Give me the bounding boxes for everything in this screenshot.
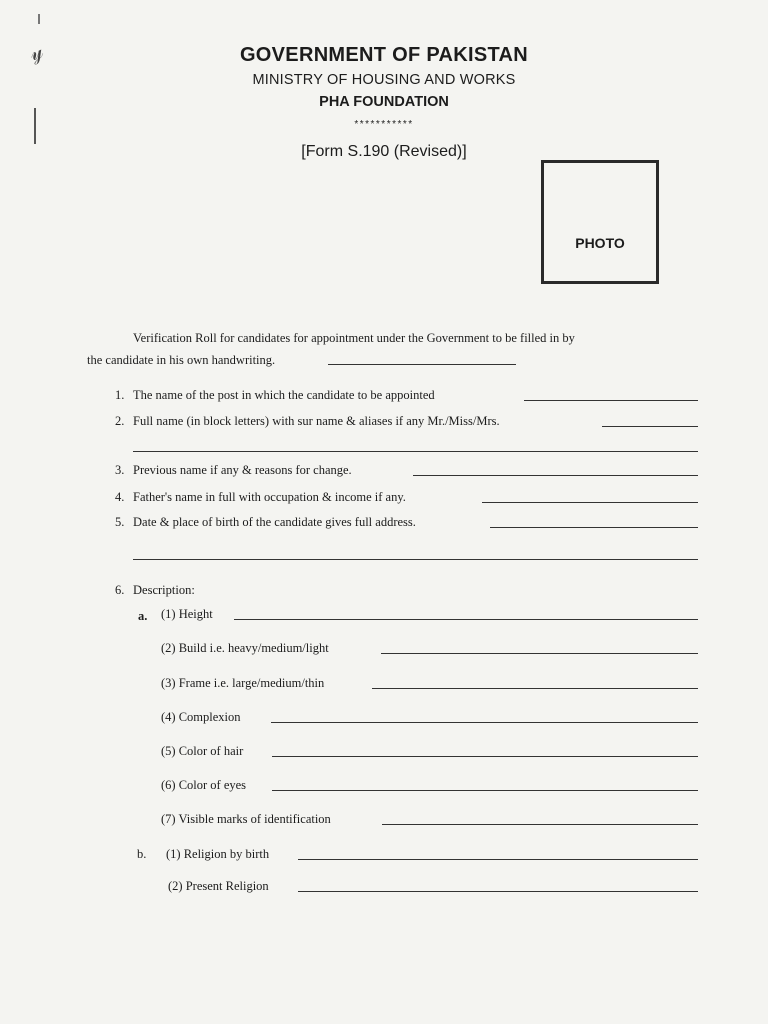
item-5-number: 5. xyxy=(115,515,125,529)
header-ministry: MINISTRY OF HOUSING AND WORKS xyxy=(252,72,516,88)
identification-marks-field[interactable] xyxy=(382,824,698,825)
item-2-number: 2. xyxy=(115,414,125,428)
form-reference: [Form S.190 (Revised)] xyxy=(301,143,467,160)
previous-name-field[interactable] xyxy=(413,475,698,476)
margin-handwriting: 𝓎 xyxy=(26,38,47,67)
eye-color-label: (6) Color of eyes xyxy=(161,778,247,792)
photo-box xyxy=(541,160,659,284)
header-government: GOVERNMENT OF PAKISTAN xyxy=(239,44,529,66)
religion-present-label: (2) Present Religion xyxy=(168,879,269,893)
header-separator: *********** xyxy=(354,119,414,130)
height-field[interactable] xyxy=(234,619,698,620)
build-label: (2) Build i.e. heavy/medium/light xyxy=(161,641,329,655)
header-foundation: PHA FOUNDATION xyxy=(319,94,449,110)
complexion-label: (4) Complexion xyxy=(161,710,241,724)
frame-field[interactable] xyxy=(372,688,698,689)
item-5-label: Date & place of birth of the candidate gives full address. xyxy=(133,515,416,529)
build-field[interactable] xyxy=(381,653,698,654)
intro-line-2: the candidate in his own handwriting. xyxy=(87,353,276,367)
birth-details-field-continued[interactable] xyxy=(133,559,698,560)
item-3-number: 3. xyxy=(115,463,125,477)
full-name-field[interactable] xyxy=(602,426,698,427)
item-6-number: 6. xyxy=(115,583,125,597)
father-name-field[interactable] xyxy=(482,502,698,503)
birth-details-field[interactable] xyxy=(490,527,698,528)
description-a-label: a. xyxy=(138,609,148,623)
margin-tick xyxy=(38,14,40,24)
religion-birth-field[interactable] xyxy=(298,859,698,860)
religion-present-field[interactable] xyxy=(298,891,698,892)
intro-line-1: Verification Roll for candidates for appointment under the Government to be filled in by xyxy=(133,331,575,345)
description-b-label: b. xyxy=(137,847,147,861)
item-3-label: Previous name if any & reasons for change. xyxy=(133,463,352,477)
hair-color-label: (5) Color of hair xyxy=(161,744,244,758)
post-name-field[interactable] xyxy=(524,400,698,401)
height-label: (1) Height xyxy=(161,607,213,621)
frame-label: (3) Frame i.e. large/medium/thin xyxy=(161,676,325,690)
item-6-label: Description: xyxy=(133,583,195,597)
handwriting-field[interactable] xyxy=(328,364,516,365)
item-4-number: 4. xyxy=(115,490,125,504)
identification-marks-label: (7) Visible marks of identification xyxy=(161,812,331,826)
religion-birth-label: (1) Religion by birth xyxy=(166,847,270,861)
complexion-field[interactable] xyxy=(271,722,698,723)
eye-color-field[interactable] xyxy=(272,790,698,791)
full-name-field-continued[interactable] xyxy=(133,451,698,452)
photo-label: PHOTO xyxy=(575,235,625,251)
item-4-label: Father's name in full with occupation & income if any. xyxy=(133,490,406,504)
item-2-label: Full name (in block letters) with sur name & aliases if any Mr./Miss/Mrs. xyxy=(133,414,500,428)
item-1-number: 1. xyxy=(115,388,125,402)
hair-color-field[interactable] xyxy=(272,756,698,757)
item-1-label: The name of the post in which the candidate to be appointed xyxy=(133,388,435,402)
